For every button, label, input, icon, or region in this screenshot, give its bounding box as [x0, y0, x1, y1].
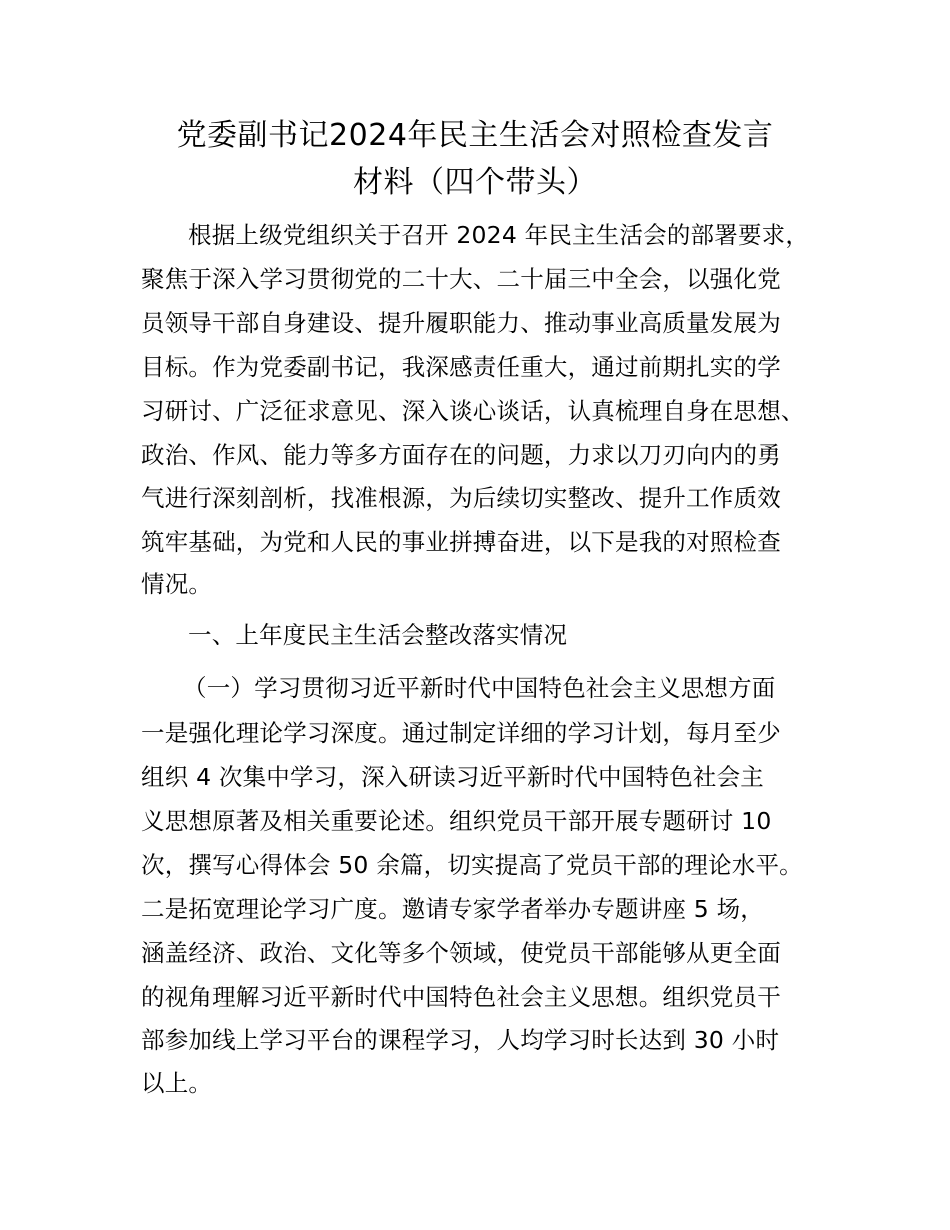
body-line: 以上。: [141, 1069, 213, 1097]
document-title-line-1: 党委副书记2024年民主生活会对照检查发言: [176, 118, 774, 153]
intro-paragraph-line: 员领导干部自身建设、提升履职能力、推动事业高质量发展为: [141, 309, 781, 337]
document-title-line-2: 材料（四个带头）: [353, 165, 597, 200]
body-line: 二是拓宽理论学习广度。邀请专家学者举办专题讲座 5 场，: [141, 895, 764, 923]
intro-paragraph-line: 聚焦于深入学习贯彻党的二十大、二十届三中全会，以强化党: [141, 265, 781, 293]
intro-paragraph-line: 筑牢基础，为党和人民的事业拼搏奋进，以下是我的对照检查: [141, 528, 781, 556]
body-line: 义思想原著及相关重要论述。组织党员干部开展专题研讨 10: [141, 807, 772, 835]
body-line: 涵盖经济、政治、文化等多个领域，使党员干部能够从更全面: [141, 939, 781, 967]
body-line: 组织 4 次集中学习，深入研读习近平新时代中国特色社会主: [141, 763, 764, 791]
body-line: 一是强化理论学习深度。通过制定详细的学习计划，每月至少: [141, 719, 781, 747]
body-line: 部参加线上学习平台的课程学习，人均学习时长达到 30 小时: [141, 1026, 780, 1054]
intro-paragraph-line: 根据上级党组织关于召开 2024 年民主生活会的部署要求，: [188, 221, 810, 249]
body-line: 的视角理解习近平新时代中国特色社会主义思想。组织党员干: [141, 983, 781, 1011]
body-line: 次，撰写心得体会 50 余篇，切实提高了党员干部的理论水平。: [141, 851, 803, 879]
section-heading: 一、上年度民主生活会整改落实情况: [188, 621, 568, 649]
intro-paragraph-line: 政治、作风、能力等多方面存在的问题，力求以刀刃向内的勇: [141, 441, 781, 469]
intro-paragraph-line: 气进行深刻剖析，找准根源，为后续切实整改、提升工作质效: [141, 484, 781, 512]
intro-paragraph-line: 习研讨、广泛征求意见、深入谈心谈话，认真梳理自身在思想、: [141, 397, 805, 425]
intro-paragraph-line: 目标。作为党委副书记，我深感责任重大，通过前期扎实的学: [141, 353, 781, 381]
subsection-heading: （一）学习贯彻习近平新时代中国特色社会主义思想方面: [183, 674, 776, 702]
intro-paragraph-line: 情况。: [141, 570, 213, 598]
